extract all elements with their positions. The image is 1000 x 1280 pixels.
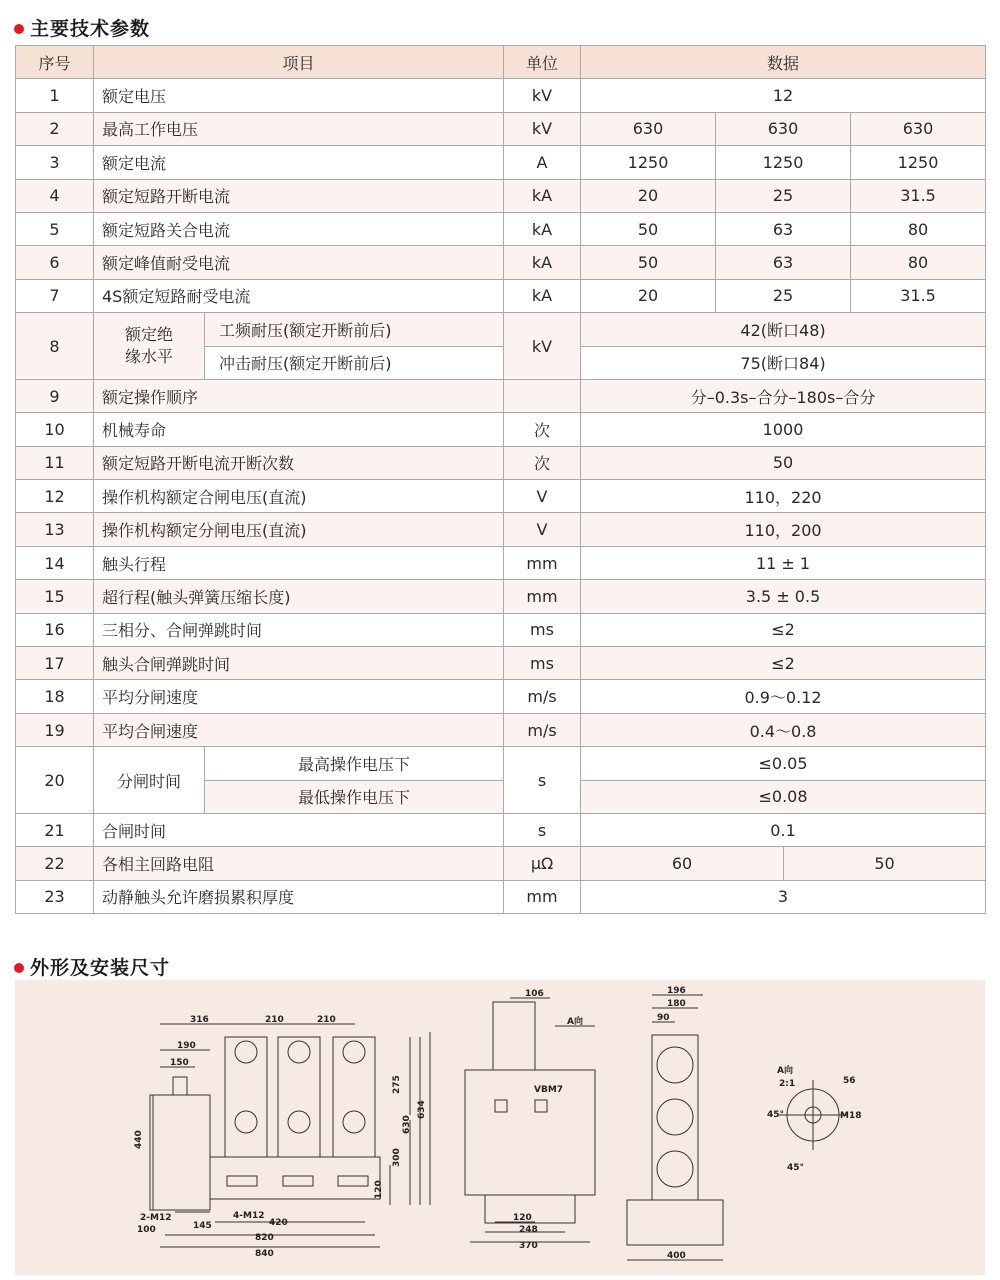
- row-value: 630: [851, 112, 986, 145]
- row-unit: μΩ: [504, 847, 581, 880]
- side-body: [465, 1070, 595, 1195]
- row-no: 12: [16, 480, 94, 513]
- row-unit: kV: [504, 79, 581, 112]
- top-pole-3: [657, 1151, 693, 1187]
- row-value: 20: [581, 279, 716, 312]
- dim-label: 45°: [767, 1110, 785, 1120]
- row-unit: kA: [504, 179, 581, 212]
- row-item: 平均分闸速度: [94, 680, 504, 713]
- row-value: 1000: [581, 413, 986, 446]
- row-item: 三相分、合闸弹跳时间: [94, 613, 504, 646]
- table-row: [16, 513, 986, 546]
- row-unit: V: [504, 480, 581, 513]
- row-item: 触头行程: [94, 546, 504, 579]
- header-data: 数据: [581, 46, 986, 79]
- row-no: 21: [16, 813, 94, 846]
- front-view: [150, 1024, 430, 1247]
- dim-label: 145: [193, 1221, 212, 1231]
- row-item: 各相主回路电阻: [94, 847, 504, 880]
- row-value: ≤0.05: [581, 747, 986, 780]
- row-no: 23: [16, 880, 94, 913]
- row-value: ≤2: [581, 647, 986, 680]
- table-header-row: [16, 46, 986, 79]
- section-title-specs: [14, 14, 150, 41]
- row-unit: ms: [504, 613, 581, 646]
- base-slot-2: [283, 1176, 313, 1186]
- section-title-dimensions: [14, 953, 170, 980]
- row-value: 110，200: [581, 513, 986, 546]
- dimension-drawing-svg: [15, 980, 985, 1275]
- pole-3: [333, 1037, 375, 1157]
- row-value: 1250: [581, 146, 716, 179]
- row-unit: 次: [504, 413, 581, 446]
- row-item: 触头合闸弹跳时间: [94, 647, 504, 680]
- row-value: 80: [851, 246, 986, 279]
- row-item: 超行程(触头弹簧压缩长度): [94, 580, 504, 613]
- row-item: 额定短路开断电流: [94, 179, 504, 212]
- row-item: 合闸时间: [94, 813, 504, 846]
- table-row: [16, 880, 986, 913]
- table-row: [16, 813, 986, 846]
- red-bullet-icon: [14, 963, 24, 973]
- row-item: 额定短路开断电流开断次数: [94, 446, 504, 479]
- row-no: 4: [16, 179, 94, 212]
- row-no: 8: [16, 313, 94, 380]
- row-item: 额定操作顺序: [94, 379, 504, 412]
- front-top-knob: [173, 1077, 187, 1095]
- row-no: 2: [16, 112, 94, 145]
- side-view-labels: [513, 989, 583, 1251]
- row-no: 20: [16, 747, 94, 814]
- pole-3-terminal: [343, 1041, 365, 1063]
- row-value: 3: [581, 880, 986, 913]
- front-view-labels: [134, 1015, 427, 1259]
- side-pole: [493, 1002, 535, 1070]
- dim-label: 210: [265, 1015, 284, 1025]
- row-value: 12: [581, 79, 986, 112]
- pole-2: [278, 1037, 320, 1157]
- row-no: 13: [16, 513, 94, 546]
- row-unit: A: [504, 146, 581, 179]
- table-row: [16, 279, 986, 312]
- dim-label: 275: [392, 1075, 402, 1094]
- table-row: [16, 112, 986, 145]
- table-row: [16, 747, 986, 780]
- row-unit: s: [504, 747, 581, 814]
- row-value: ≤2: [581, 613, 986, 646]
- row-value: 63: [716, 246, 851, 279]
- dim-label: 190: [177, 1041, 196, 1051]
- row-value: 25: [716, 179, 851, 212]
- row-value: 63: [716, 212, 851, 245]
- row-value: 50: [581, 246, 716, 279]
- row-value: 50: [784, 847, 986, 880]
- row-unit: ms: [504, 647, 581, 680]
- dim-label: 4-M12: [233, 1211, 265, 1221]
- row-no: 18: [16, 680, 94, 713]
- dim-label: 120: [374, 1180, 384, 1199]
- table-row: [16, 146, 986, 179]
- row-unit: kA: [504, 212, 581, 245]
- spec-table: [15, 45, 986, 914]
- row-value: 80: [851, 212, 986, 245]
- row-value: 50: [581, 212, 716, 245]
- row-unit: m/s: [504, 680, 581, 713]
- detail-view: [778, 1080, 848, 1150]
- row-item: 分闸时间: [94, 747, 205, 814]
- dim-label: A向: [567, 1017, 583, 1027]
- dim-label: 120: [513, 1213, 532, 1223]
- table-row: [16, 79, 986, 112]
- pole-1-lower-terminal: [235, 1111, 257, 1133]
- pole-2-terminal: [288, 1041, 310, 1063]
- row-item: 平均合闸速度: [94, 713, 504, 746]
- table-row: [16, 580, 986, 613]
- row-unit: kV: [504, 112, 581, 145]
- table-row: [16, 313, 986, 346]
- dim-label: 196: [667, 986, 686, 996]
- top-view-labels: [657, 986, 686, 1261]
- row-no: 14: [16, 546, 94, 579]
- row-value: 630: [716, 112, 851, 145]
- header-item: 项目: [94, 46, 504, 79]
- dim-label: 2:1: [779, 1079, 796, 1089]
- dim-label: 248: [519, 1225, 538, 1235]
- row-subitem: 冲击耐压(额定开断前后): [205, 346, 504, 379]
- row-value: 3.5 ± 0.5: [581, 580, 986, 613]
- side-view: [465, 998, 595, 1242]
- row-unit: mm: [504, 880, 581, 913]
- dimension-drawing: [15, 980, 985, 1275]
- row-value: 75(断口84): [581, 346, 986, 379]
- row-unit: kA: [504, 279, 581, 312]
- base-slot-1: [227, 1176, 257, 1186]
- row-item: 最高工作电压: [94, 112, 504, 145]
- row-item: 操作机构额定分闸电压(直流): [94, 513, 504, 546]
- header-unit: 单位: [504, 46, 581, 79]
- table-row: [16, 379, 986, 412]
- row-value: 1250: [716, 146, 851, 179]
- front-mechanism-box: [150, 1095, 210, 1210]
- side-indicator-2: [535, 1100, 547, 1112]
- row-no: 15: [16, 580, 94, 613]
- table-row: [16, 446, 986, 479]
- pole-1: [225, 1037, 267, 1157]
- dim-label: 370: [519, 1241, 538, 1251]
- row-item: 额定电流: [94, 146, 504, 179]
- row-item: 4S额定短路耐受电流: [94, 279, 504, 312]
- side-indicator-1: [495, 1100, 507, 1112]
- row-item: 机械寿命: [94, 413, 504, 446]
- row-item: 额定峰值耐受电流: [94, 246, 504, 279]
- dim-label: 56: [843, 1076, 856, 1086]
- row-value: 0.1: [581, 813, 986, 846]
- row-value: 11 ± 1: [581, 546, 986, 579]
- table-row: [16, 413, 986, 446]
- front-base-frame: [210, 1157, 380, 1199]
- table-row: [16, 212, 986, 245]
- top-frame: [652, 1035, 698, 1200]
- top-view: [627, 995, 723, 1260]
- red-bullet-icon: [14, 24, 24, 34]
- row-no: 6: [16, 246, 94, 279]
- dim-label: 840: [255, 1249, 274, 1259]
- table-row: [16, 179, 986, 212]
- row-no: 1: [16, 79, 94, 112]
- row-value: 110，220: [581, 480, 986, 513]
- dim-label: 100: [137, 1225, 156, 1235]
- row-value: 31.5: [851, 179, 986, 212]
- dim-label: 210: [317, 1015, 336, 1025]
- row-unit: s: [504, 813, 581, 846]
- dim-label: 440: [134, 1130, 144, 1149]
- row-item-text: 额定绝缘水平: [124, 325, 173, 367]
- row-item: 操作机构额定合闸电压(直流): [94, 480, 504, 513]
- dim-label: 630: [402, 1115, 412, 1134]
- dim-label: 106: [525, 989, 544, 999]
- row-value: 分–0.3s–合分–180s–合分: [581, 379, 986, 412]
- table-row: [16, 647, 986, 680]
- top-base: [627, 1200, 723, 1245]
- dim-label: 400: [667, 1251, 686, 1261]
- row-value: 60: [581, 847, 784, 880]
- row-no: 10: [16, 413, 94, 446]
- row-value: ≤0.08: [581, 780, 986, 813]
- row-no: 11: [16, 446, 94, 479]
- top-pole-2: [657, 1099, 693, 1135]
- row-unit: m/s: [504, 713, 581, 746]
- row-item: 动静触头允许磨损累积厚度: [94, 880, 504, 913]
- dim-label: 634: [417, 1100, 427, 1119]
- row-value: 20: [581, 179, 716, 212]
- row-value: 0.9～0.12: [581, 680, 986, 713]
- dim-label: M18: [840, 1111, 862, 1121]
- detail-view-labels: [767, 1064, 861, 1173]
- table-row: [16, 613, 986, 646]
- row-no: 7: [16, 279, 94, 312]
- base-slot-3: [338, 1176, 368, 1186]
- row-item: 额定短路关合电流: [94, 212, 504, 245]
- row-subitem: 最高操作电压下: [205, 747, 504, 780]
- row-unit: [504, 379, 581, 412]
- header-no: 序号: [16, 46, 94, 79]
- table-row: [16, 680, 986, 713]
- top-pole-1: [657, 1047, 693, 1083]
- table-row: [16, 480, 986, 513]
- row-value: 1250: [851, 146, 986, 179]
- row-subitem: 工频耐压(额定开断前后): [205, 313, 504, 346]
- table-row: [16, 847, 986, 880]
- row-value: 31.5: [851, 279, 986, 312]
- table-row: [16, 713, 986, 746]
- row-no: 3: [16, 146, 94, 179]
- table-row: [16, 246, 986, 279]
- row-item: 额定电压: [94, 79, 504, 112]
- dim-label: 420: [269, 1218, 288, 1228]
- dim-label: 300: [392, 1148, 402, 1167]
- row-unit: 次: [504, 446, 581, 479]
- row-unit: kA: [504, 246, 581, 279]
- dim-label: 150: [170, 1058, 189, 1068]
- row-no: 17: [16, 647, 94, 680]
- row-value: 630: [581, 112, 716, 145]
- dim-label: 820: [255, 1233, 274, 1243]
- dim-label: 316: [190, 1015, 209, 1025]
- row-value: 42(断口48): [581, 313, 986, 346]
- row-no: 22: [16, 847, 94, 880]
- row-value: 0.4～0.8: [581, 713, 986, 746]
- pole-2-lower-terminal: [288, 1111, 310, 1133]
- row-value: 25: [716, 279, 851, 312]
- dim-label: 180: [667, 999, 686, 1009]
- row-item: [94, 313, 205, 380]
- row-no: 5: [16, 212, 94, 245]
- section-title-text: 主要技术参数: [30, 18, 151, 40]
- row-unit: mm: [504, 546, 581, 579]
- dim-label: VBM7: [534, 1085, 564, 1095]
- dim-label: A向: [777, 1066, 793, 1076]
- dim-label: 2-M12: [140, 1213, 172, 1223]
- dim-label: 90: [657, 1013, 670, 1023]
- row-unit: V: [504, 513, 581, 546]
- row-unit: mm: [504, 580, 581, 613]
- section-title-text: 外形及安装尺寸: [30, 957, 171, 979]
- row-no: 9: [16, 379, 94, 412]
- row-unit: kV: [504, 313, 581, 380]
- dim-label: 45°: [787, 1163, 805, 1173]
- row-no: 19: [16, 713, 94, 746]
- pole-1-terminal: [235, 1041, 257, 1063]
- row-value: 50: [581, 446, 986, 479]
- row-no: 16: [16, 613, 94, 646]
- row-subitem: 最低操作电压下: [205, 780, 504, 813]
- table-row: [16, 546, 986, 579]
- pole-3-lower-terminal: [343, 1111, 365, 1133]
